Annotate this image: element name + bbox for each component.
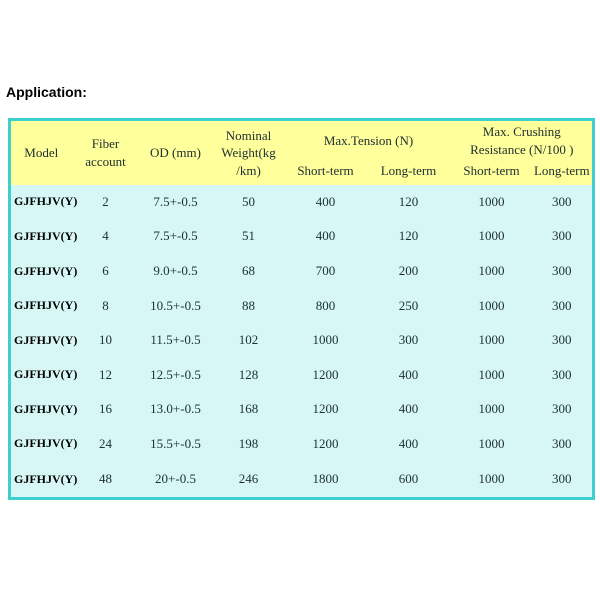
cell-nominal-weight: 50 [212,185,286,220]
cell-tension-short: 1800 [286,461,366,498]
section-heading: Application: [6,84,87,100]
cell-fiber-account: 8 [72,288,140,323]
cell-tension-short: 700 [286,254,366,289]
cell-nominal-weight: 68 [212,254,286,289]
table-body [10,185,594,499]
subcol-tension-short-term: Short-term [286,160,366,185]
cell-tension-short: 1200 [286,426,366,461]
cell-crushing-long: 300 [532,185,594,220]
header-row-main [10,120,594,161]
cell-crushing-long: 300 [532,254,594,289]
cell-crushing-short: 1000 [452,185,532,220]
cell-fiber-account: 6 [72,254,140,289]
cell-tension-long: 400 [366,392,452,427]
table-row [10,254,594,289]
cell-crushing-short: 1000 [452,426,532,461]
cell-model: GJFHJV(Y) [10,254,72,289]
cell-fiber-account: 2 [72,185,140,220]
cell-od: 7.5+-0.5 [140,185,212,220]
cell-tension-long: 120 [366,219,452,254]
cell-fiber-account: 24 [72,426,140,461]
cell-fiber-account: 48 [72,461,140,498]
subcol-tension-long-term: Long-term [366,160,452,185]
table-header [10,120,594,185]
cell-crushing-short: 1000 [452,461,532,498]
cell-model: GJFHJV(Y) [10,357,72,392]
col-header-od: OD (mm) [140,120,212,185]
cell-nominal-weight: 102 [212,323,286,358]
cell-od: 13.0+-0.5 [140,392,212,427]
cell-tension-long: 400 [366,426,452,461]
table-row [10,288,594,323]
cell-od: 12.5+-0.5 [140,357,212,392]
cell-od: 11.5+-0.5 [140,323,212,358]
table-row [10,357,594,392]
cell-tension-short: 400 [286,185,366,220]
table-row [10,426,594,461]
cell-nominal-weight: 198 [212,426,286,461]
cell-crushing-long: 300 [532,461,594,498]
cell-od: 15.5+-0.5 [140,426,212,461]
cell-crushing-long: 300 [532,392,594,427]
table-row [10,392,594,427]
cell-crushing-short: 1000 [452,392,532,427]
group-header-max-crushing-resistance: Max. Crushing Resistance (N/100 ) [452,120,594,161]
cell-model: GJFHJV(Y) [10,185,72,220]
cell-nominal-weight: 168 [212,392,286,427]
table-row [10,461,594,498]
cell-nominal-weight: 51 [212,219,286,254]
subcol-crushing-short-term: Short-term [452,160,532,185]
cell-od: 7.5+-0.5 [140,219,212,254]
cell-crushing-short: 1000 [452,323,532,358]
cell-tension-short: 1000 [286,323,366,358]
col-header-fiber-account: Fiber account [72,120,140,185]
cell-nominal-weight: 246 [212,461,286,498]
cell-crushing-long: 300 [532,219,594,254]
cell-model: GJFHJV(Y) [10,461,72,498]
cell-tension-short: 1200 [286,392,366,427]
cell-crushing-long: 300 [532,426,594,461]
table-row [10,323,594,358]
fiber-cable-spec-table [8,118,595,500]
cell-nominal-weight: 128 [212,357,286,392]
cell-tension-long: 300 [366,323,452,358]
cell-fiber-account: 4 [72,219,140,254]
cell-model: GJFHJV(Y) [10,392,72,427]
cell-crushing-short: 1000 [452,357,532,392]
cell-model: GJFHJV(Y) [10,288,72,323]
cell-tension-short: 800 [286,288,366,323]
cell-tension-short: 400 [286,219,366,254]
table-row [10,219,594,254]
cell-fiber-account: 12 [72,357,140,392]
cell-od: 20+-0.5 [140,461,212,498]
cell-tension-short: 1200 [286,357,366,392]
cell-crushing-long: 300 [532,323,594,358]
cell-tension-long: 120 [366,185,452,220]
cell-od: 10.5+-0.5 [140,288,212,323]
cell-nominal-weight: 88 [212,288,286,323]
table-row [10,185,594,220]
cell-model: GJFHJV(Y) [10,426,72,461]
cell-tension-long: 250 [366,288,452,323]
col-header-nominal-weight: Nominal Weight(kg /km) [212,120,286,185]
cell-model: GJFHJV(Y) [10,323,72,358]
cell-model: GJFHJV(Y) [10,219,72,254]
cell-crushing-short: 1000 [452,288,532,323]
subcol-crushing-long-term: Long-term [532,160,594,185]
cell-crushing-short: 1000 [452,219,532,254]
cell-crushing-long: 300 [532,288,594,323]
cell-tension-long: 200 [366,254,452,289]
cell-tension-long: 600 [366,461,452,498]
cell-od: 9.0+-0.5 [140,254,212,289]
col-header-model: Model [10,120,72,185]
cell-fiber-account: 10 [72,323,140,358]
cell-fiber-account: 16 [72,392,140,427]
cell-crushing-long: 300 [532,357,594,392]
group-header-max-tension: Max.Tension (N) [286,120,452,161]
cell-crushing-short: 1000 [452,254,532,289]
cell-tension-long: 400 [366,357,452,392]
